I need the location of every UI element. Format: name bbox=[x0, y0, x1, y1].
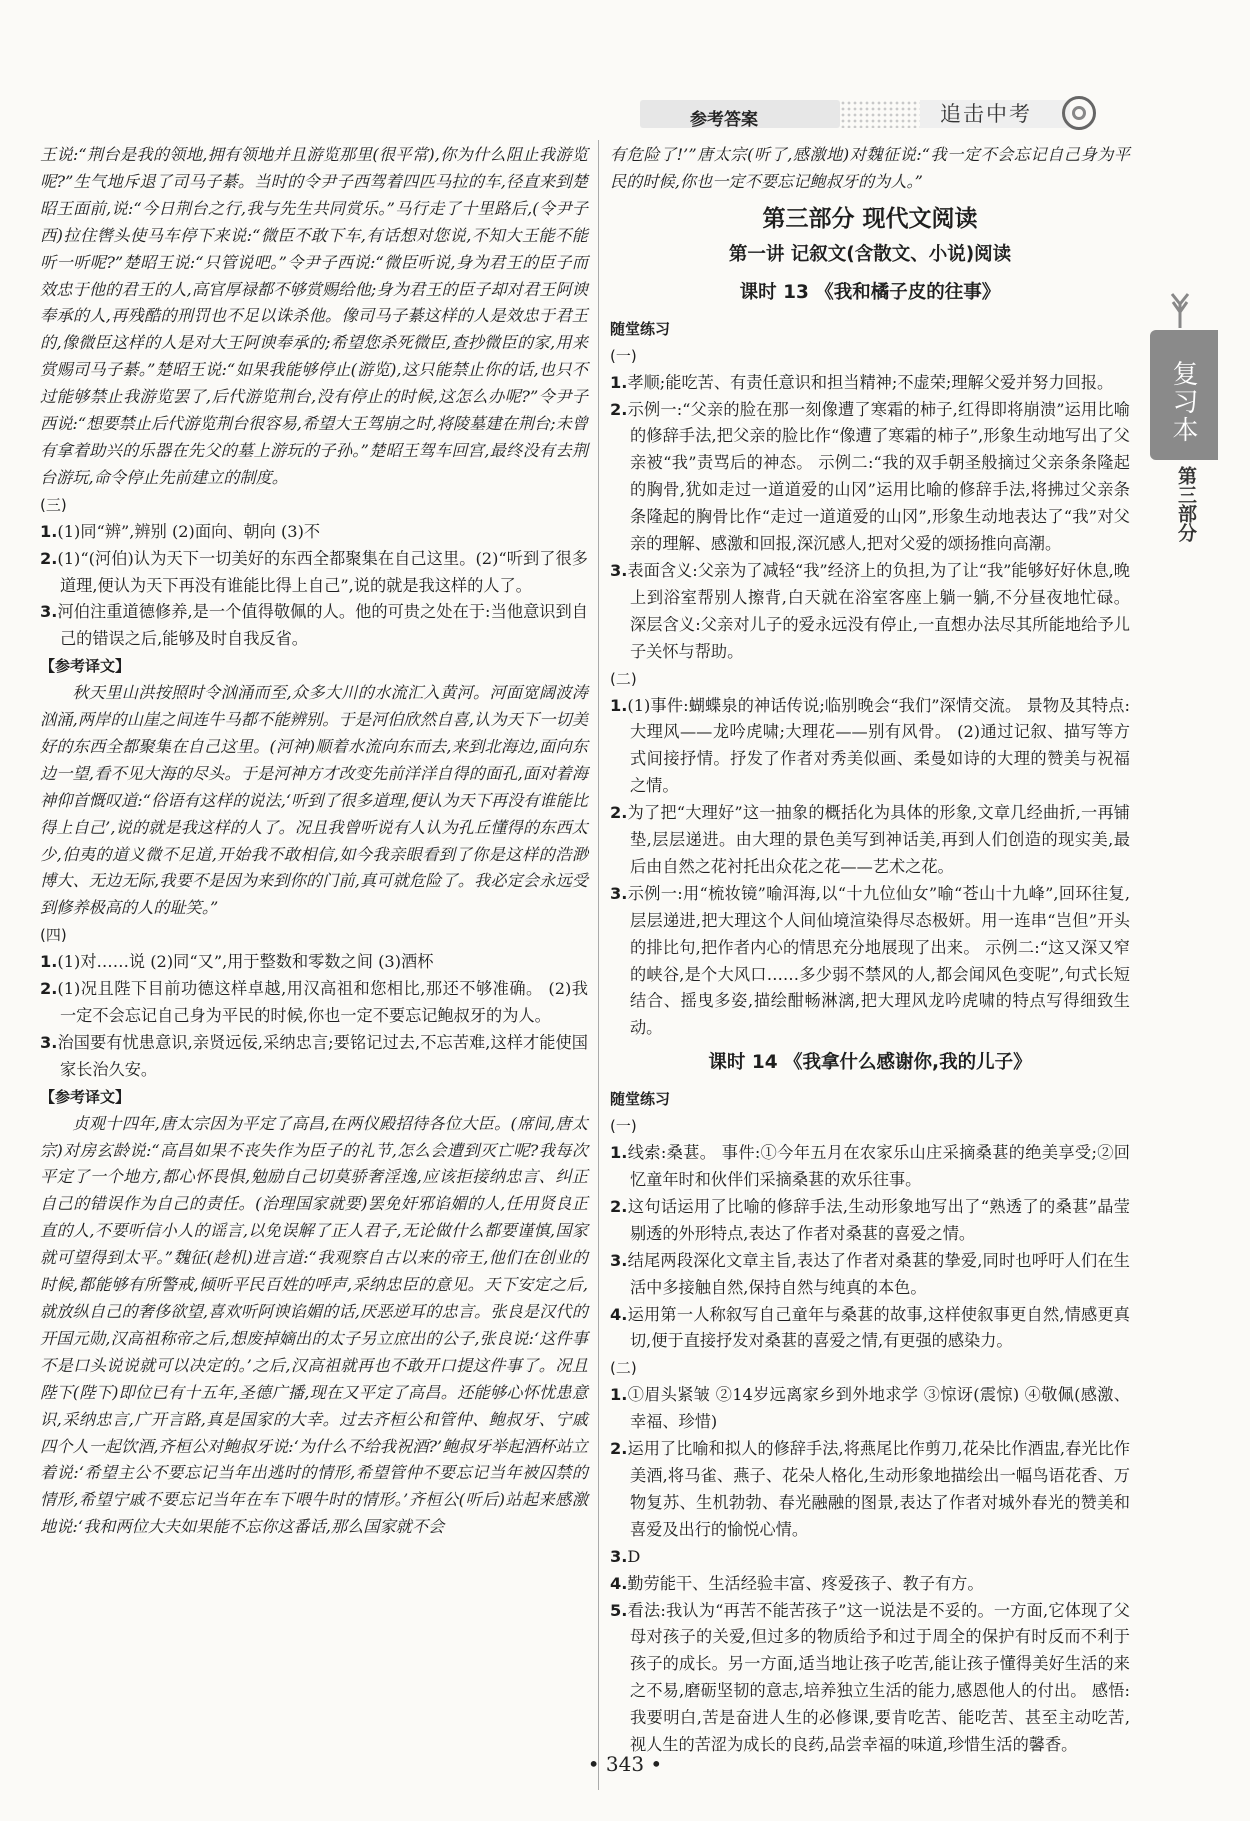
arrow-icon bbox=[1160, 290, 1200, 330]
answer-item bbox=[40, 546, 588, 600]
item-number: 2. bbox=[610, 803, 628, 823]
item-number: 2. bbox=[610, 399, 628, 419]
item-text: 示例一:用“梳妆镜”喻洱海,以“十九位仙女”喻“苍山十九峰”,回环往复,层层递进,把大理这个人间仙境渲染得尽态极妍。用一连串“岂但”开头的排比句,把作者内心的情思充分地展现了出来。 示例二:“这又深又窄的峡谷,是个大风口……多少弱不禁风的人,都会闻风色变呢”,句式长短结合、摇曳多姿,描绘酣畅淋漓,把大理风龙吟虎啸的特点写得细致生动。 bbox=[627, 883, 1130, 1038]
subheading: 随堂练习 bbox=[610, 319, 671, 338]
right-column bbox=[610, 142, 1130, 1759]
answer-item bbox=[610, 397, 1130, 558]
item-number: 3. bbox=[610, 883, 628, 903]
item-text: D bbox=[627, 1546, 641, 1566]
item-number: 5. bbox=[610, 1600, 628, 1620]
faint-print-mark bbox=[640, 18, 820, 48]
answer-item bbox=[610, 1302, 1130, 1356]
item-number: 1. bbox=[610, 695, 628, 715]
answer-item bbox=[610, 1248, 1130, 1302]
translation-paragraph: 有危险了!’”唐太宗(听了,感激地)对魏征说:“我一定不会忘记自己身为平民的时候,你也一定不要忘记鲍叔牙的为人。” bbox=[610, 145, 1130, 191]
lesson-title: 课时 14 《我拿什么感谢你,我的儿子》 bbox=[708, 1052, 1032, 1074]
section-marker: (四) bbox=[40, 926, 67, 945]
item-number: 4. bbox=[610, 1304, 628, 1324]
answer-item bbox=[610, 800, 1130, 881]
answer-item bbox=[40, 1030, 588, 1084]
item-text: 孝顺;能吃苦、有责任意识和担当精神;不虚荣;理解父爱并努力回报。 bbox=[627, 372, 1114, 392]
item-number: 2. bbox=[40, 548, 58, 568]
item-text: 表面含义:父亲为了减轻“我”经济上的负担,为了让“我”能够好好休息,晚上到浴室帮别人擦背,白天就在浴室客座上躺一躺,不分昼夜地忙碌。 深层含义:父亲对儿子的爱永远没有停止,一直想办法尽其所能地给予儿子关怀与帮助。 bbox=[627, 560, 1130, 661]
translation-paragraph: 贞观十四年,唐太宗因为平定了高昌,在两仪殿招待各位大臣。(席间,唐太宗)对房玄龄说:“高昌如果不丧失作为臣子的礼节,怎么会遭到灭亡呢?我每次平定了一个地方,都心怀畏惧,勉励自己切莫骄奢淫逸,应该拒接纳忠言、纠正自己的错误作为自己的责任。(治理国家就要)罢免奸邪谄媚的人,任用贤良正直的人,不要听信小人的谣言,以免误解了正人君子,无论做什么都要谨慎,国家就可望得到太平。”魏征(趁机)进言道:“我观察自古以来的帝王,他们在创业的时候,都能够有所警戒,倾听平民百姓的呼声,采纳忠臣的意见。天下安定之后,就放纵自己的奢侈欲望,喜欢听阿谀谄媚的话,厌恶逆耳的忠言。张良是汉代的开国元勋,汉高祖称帝之后,想废掉嫡出的太子另立庶出的公子,张良说:‘这件事不是口头说说就可以决定的。’之后,汉高祖就再也不敢开口提这件事了。况且陛下(陛下)即位已有十五年,圣德广播,现在又平定了高昌。还能够心怀忧患意识,采纳忠言,广开言路,真是国家的大幸。过去齐桓公和管仲、鲍叔牙、宁戚四个人一起饮酒,齐桓公对鲍叔牙说:‘为什么不给我祝酒?’鲍叔牙举起酒杯站立着说:‘希望主公不要忘记当年出逃时的情形,希望管仲不要忘记当年被囚禁的情形,希望宁戚不要忘记当年在车下喂牛时的情形。’齐桓公(听后)站起来感激地说:‘我和两位大夫如果能不忘你这番话,那么国家就不会 bbox=[40, 1113, 588, 1537]
answer-item bbox=[610, 1571, 1130, 1598]
item-number: 1. bbox=[610, 372, 628, 392]
answer-item bbox=[610, 693, 1130, 801]
subheading: 【参考译文】 bbox=[40, 657, 131, 676]
item-text: (1)况且陛下目前功德这样卓越,用汉高祖和您相比,那还不够准确。 (2)我一定不会忘记自己身为平民的时候,你也一定不要忘记鲍叔牙的为人。 bbox=[57, 979, 588, 1025]
answer-item bbox=[610, 1194, 1130, 1248]
answer-item bbox=[610, 1382, 1130, 1436]
header-label-box bbox=[640, 100, 840, 128]
left-column bbox=[40, 142, 588, 1541]
section-marker: (二) bbox=[610, 669, 637, 688]
item-number: 3. bbox=[610, 1250, 628, 1270]
header-label: 参考答案 bbox=[690, 110, 758, 130]
item-text: ①眉头紧皱 ②14岁远离家乡到外地求学 ③惊讶(震惊) ④敬佩(感激、幸福、珍惜) bbox=[627, 1385, 1130, 1432]
item-number: 4. bbox=[610, 1573, 628, 1593]
page-header bbox=[640, 96, 1095, 132]
item-text: 示例一:“父亲的脸在那一刻像遭了寒霜的柿子,红得即将崩溃”运用比喻的修辞手法,把父亲的脸比作“像遭了寒霜的柿子”,形象生动地写出了父亲被“我”责骂后的神态。 示例二:“我的双手朝圣般摘过父亲条条隆起的胸骨,犹如走过一道道爱的山冈”运用比喻的修辞手法,将拂过父亲条条隆起的胸骨比作“走过一道道爱的山冈”,形象生动地表达了“我”对父亲的理解、感激和回报,深沉感人,把对父爱的颂扬推向高潮。 bbox=[627, 399, 1130, 554]
answer-item bbox=[610, 1598, 1130, 1759]
item-text: (1)“(河伯)认为天下一切美好的东西全都聚集在自己这里。(2)“听到了很多道理,便认为天下再没有谁能比得上自己”,说的就是我这样的人了。 bbox=[57, 548, 588, 595]
translation-paragraph: 王说:“荆台是我的领地,拥有领地并且游览那里(很平常),你为什么阻止我游览呢?”生气地斥退了司马子綦。当时的令尹子西驾着四匹马拉的车,径直来到楚昭王面前,说:“今日荆台之行,我与先生共同赏乐。”马行走了十里路后,(令尹子西)拉住辔头使马车停下来说:“微臣不敢下车,有话想对您说,不知大王能不能听一听呢?”楚昭王说:“只管说吧。”令尹子西说:“微臣听说,身为君王的臣子而效忠于他的君王的人,高官厚禄都不够赏赐给他;身为君王的臣子却对君王阿谀奉承的人,再残酷的刑罚也不足以诛杀他。像司马子綦这样的人是效忠于君王的,像微臣这样的人是对大王阿谀奉承的;希望您杀死微臣,查抄微臣的家,用来赏赐司马子綦。”楚昭王说:“如果我能够停止(游览),这只能禁止你的话,也只不过能够禁止我游览罢了,后代游览荆台,没有停止的时候,这怎么办呢?”令尹子西说:“想要禁止后代游览荆台很容易,希望大王驾崩之时,将陵墓建在荆台;未曾有拿着助兴的乐器在先父的墓上游玩的子孙。”楚昭王驾车回宫,最终没有去荆台游玩,命令停止先前建立的制度。 bbox=[40, 145, 588, 487]
answer-item bbox=[610, 558, 1130, 666]
column-divider bbox=[598, 140, 599, 1790]
item-number: 1. bbox=[40, 952, 58, 972]
item-number: 1. bbox=[40, 521, 58, 541]
section-marker: (一) bbox=[610, 346, 637, 365]
answer-item bbox=[40, 519, 588, 546]
answer-item bbox=[610, 1436, 1130, 1544]
answer-item bbox=[610, 881, 1130, 1042]
item-text: 河伯注重道德修养,是一个值得敬佩的人。他的可贵之处在于:当他意识到自己的错误之后,能够及时自我反省。 bbox=[57, 602, 588, 649]
item-text: 运用第一人称叙写自己童年与桑葚的故事,这样使叙事更自然,情感更真切,便于直接抒发对桑葚的喜爱之情,有更强的感染力。 bbox=[627, 1304, 1130, 1351]
item-text: (1)同“辨”,辨别 (2)面向、朝向 (3)不 bbox=[57, 521, 321, 541]
side-tab bbox=[1150, 330, 1218, 460]
side-part-label: 第三部分 bbox=[1175, 466, 1197, 542]
answer-item bbox=[40, 949, 588, 976]
section-marker: (三) bbox=[40, 495, 67, 514]
answer-item bbox=[40, 599, 588, 653]
item-text: (1)事件:蝴蝶泉的神话传说;临别晚会“我们”深情交流。 景物及其特点:大理风——龙吟虎啸;大理花——别有风骨。 (2)通过记叙、描写等方式间接抒情。抒发了作者对秀美似画、柔曼如诗的大理的赞美与祝福之情。 bbox=[627, 695, 1130, 796]
section-marker: (二) bbox=[610, 1359, 637, 1378]
header-dot-pattern bbox=[840, 100, 920, 128]
answer-item bbox=[610, 1140, 1130, 1194]
target-icon bbox=[1062, 96, 1096, 130]
translation-paragraph: 秋天里山洪按照时令汹涌而至,众多大川的水流汇入黄河。河面宽阔波涛汹涌,两岸的山崖之间连牛马都不能辨别。于是河伯欣然自喜,认为天下一切美好的东西全都聚集在自己这里。(河神)顺着水流向东而去,来到北海边,面向东边一望,看不见大海的尽头。于是河神方才改变先前洋洋自得的面孔,面对着海神仰首慨叹道:“俗语有这样的说法,‘听到了很多道理,便认为天下再没有谁能比得上自己’,说的就是我这样的人了。况且我曾听说有人认为孔丘懂得的东西太少,伯夷的道义微不足道,开始我不敢相信,如今我亲眼看到了你是这样的浩渺博大、无边无际,我要不是因为来到你的门前,真可就危险了。我必定会永远受到修养极高的人的耻笑。” bbox=[40, 683, 588, 918]
item-text: 看法:我认为“再苦不能苦孩子”这一说法是不妥的。一方面,它体现了父母对孩子的关爱,但过多的物质给予和过于周全的保护有时反而不利于孩子的成长。另一方面,适当地让孩子吃苦,能让孩子懂得美好生活的来之不易,磨砺坚韧的意志,培养独立生活的能力,感恩他人的付出。 感悟:我要明白,苦是奋进人生的必修课,要肯吃苦、能吃苦、甚至主动吃苦,视人生的苦涩为成长的良药,品尝幸福的味道,珍惜生活的馨香。 bbox=[627, 1600, 1130, 1755]
answer-item bbox=[40, 976, 588, 1030]
answer-item bbox=[610, 1544, 1130, 1571]
item-number: 3. bbox=[610, 560, 628, 580]
lesson-title: 课时 13 《我和橘子皮的往事》 bbox=[739, 281, 1001, 303]
item-text: 为了把“大理好”这一抽象的概括化为具体的形象,文章几经曲折,一再铺垫,层层递进。由大理的景色美写到神话美,再到人们创造的现实美,最后由自然之花衬托出众花之花——艺术之花。 bbox=[627, 803, 1130, 876]
item-number: 2. bbox=[40, 979, 58, 999]
subheading: 【参考译文】 bbox=[40, 1087, 131, 1106]
page-number: • 343 • bbox=[587, 1752, 663, 1776]
item-number: 2. bbox=[610, 1196, 628, 1216]
subheading: 随堂练习 bbox=[610, 1090, 671, 1109]
item-text: 线索:桑葚。 事件:①今年五月在农家乐山庄采摘桑葚的绝美享受;②回忆童年时和伙伴们采摘桑葚的欢乐往事。 bbox=[627, 1143, 1130, 1189]
item-number: 3. bbox=[40, 1032, 58, 1052]
item-text: 勤劳能干、生活经验丰富、疼爱孩子、教子有方。 bbox=[627, 1573, 984, 1593]
item-text: 运用了比喻和拟人的修辞手法,将燕尾比作剪刀,花朵比作酒盅,春光比作美酒,将马雀、燕子、花朵人格化,生动形象地描绘出一幅鸟语花香、万物复苏、生机勃勃、春光融融的图景,表达了作者对城外春光的赞美和喜爱及出行的愉悦心情。 bbox=[627, 1439, 1130, 1539]
part-title: 第三部分 现代文阅读 bbox=[762, 205, 978, 232]
lecture-title: 第一讲 记叙文(含散文、小说)阅读 bbox=[728, 243, 1012, 265]
item-number: 3. bbox=[610, 1546, 628, 1566]
item-number: 1. bbox=[610, 1143, 628, 1163]
item-text: 治国要有忧患意识,亲贤远佞,采纳忠言;要铭记过去,不忘苦难,这样才能使国家长治久安。 bbox=[57, 1032, 588, 1079]
item-number: 3. bbox=[40, 602, 58, 622]
answer-item bbox=[610, 370, 1130, 397]
item-number: 1. bbox=[610, 1385, 628, 1405]
item-text: 这句话运用了比喻的修辞手法,生动形象地写出了“熟透了的桑葚”晶莹剔透的外形特点,表达了作者对桑葚的喜爱之情。 bbox=[627, 1196, 1130, 1243]
header-title: 追击中考 bbox=[940, 102, 1032, 126]
side-tab-text: 复习本 bbox=[1168, 360, 1198, 444]
section-marker: (一) bbox=[610, 1117, 637, 1136]
item-text: (1)对……说 (2)同“又”,用于整数和零数之间 (3)酒杯 bbox=[57, 952, 434, 972]
item-text: 结尾两段深化文章主旨,表达了作者对桑葚的挚爱,同时也呼吁人们在生活中多接触自然,保持自然与纯真的本色。 bbox=[627, 1250, 1130, 1297]
item-number: 2. bbox=[610, 1439, 628, 1459]
